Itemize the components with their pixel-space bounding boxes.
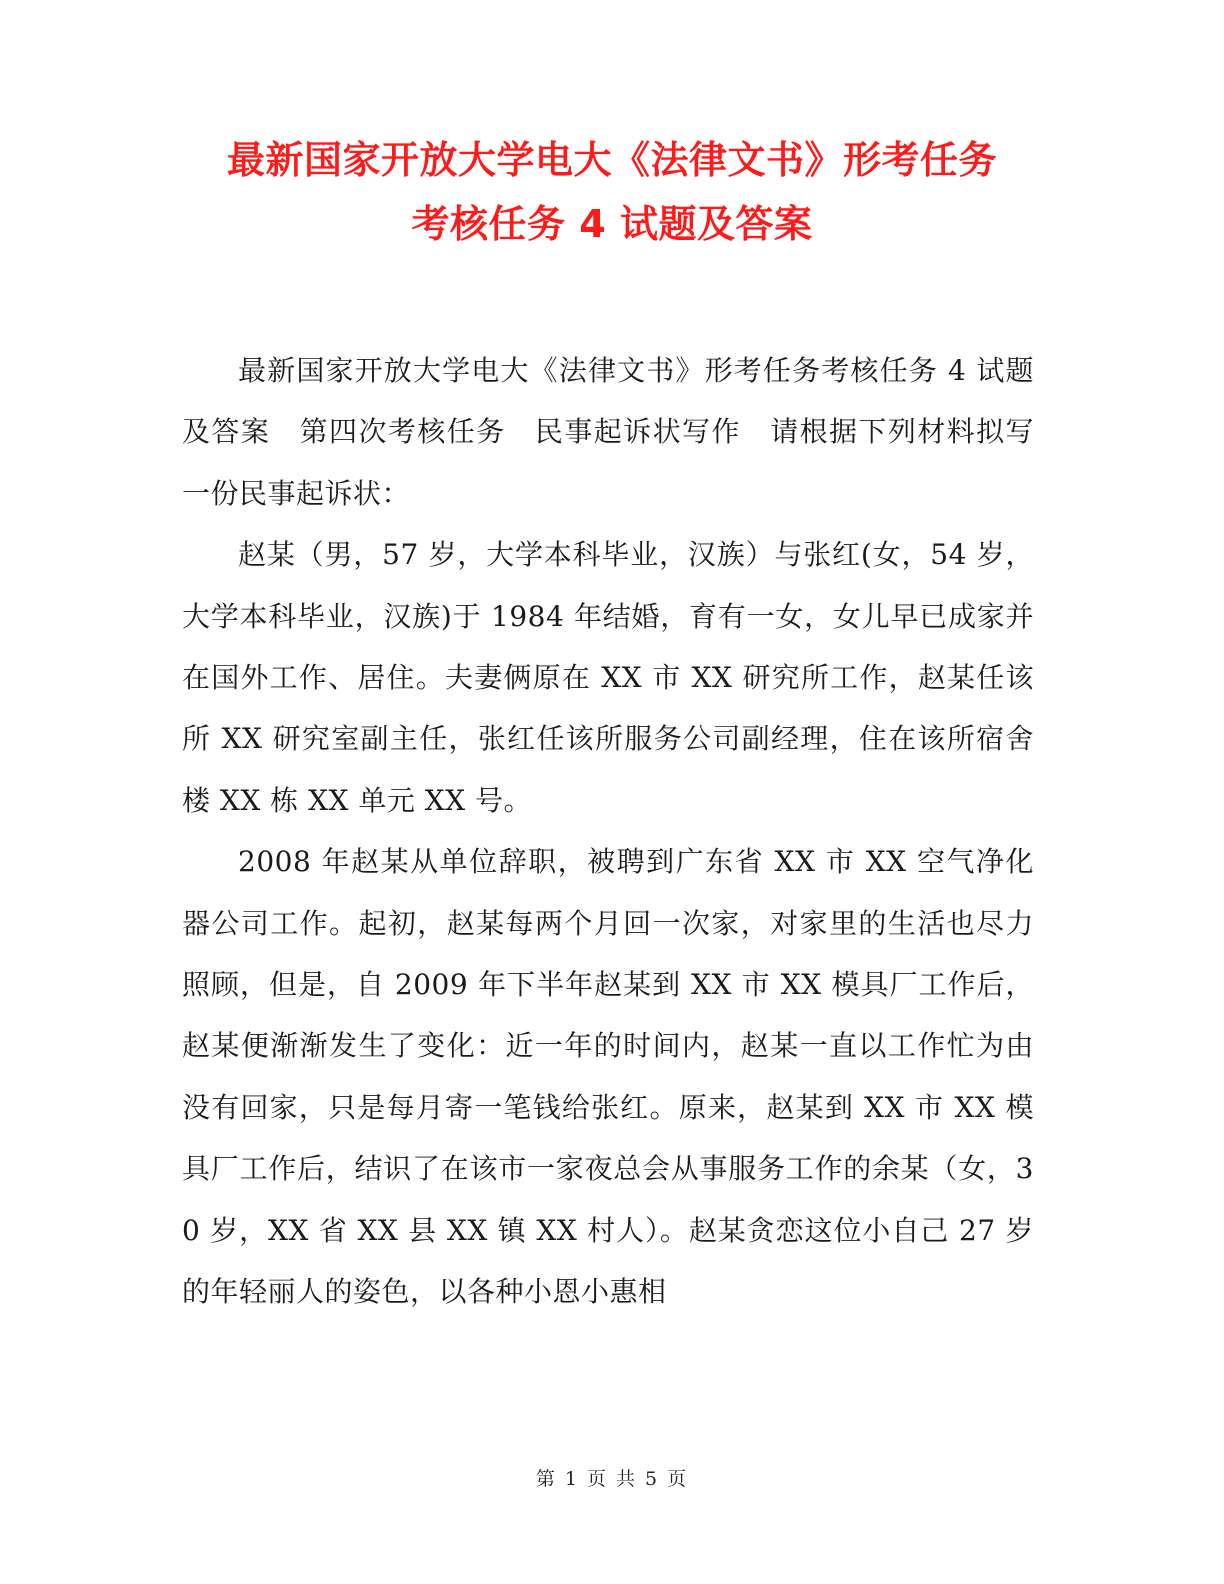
- paragraph-background: 赵某（男，57 岁，大学本科毕业，汉族）与张红(女，54 岁，大学本科毕业，汉族)于 1984 年结婚，育有一女，女儿早已成家并在国外工作、居住。夫妻俩原在 XX 市 XX 研究所工作，赵某任该所 XX 研究室副主任，张红任该所服务公司副经理，住在该所宿舍楼 XX 栋 XX 单元 XX 号。: [182, 538, 1034, 817]
- document-title: [150, 128, 1074, 256]
- title-line-1: 最新国家开放大学电大《法律文书》形考任务: [226, 138, 997, 182]
- paragraph-events: 2008 年赵某从单位辞职，被聘到广东省 XX 市 XX 空气净化器公司工作。起初，赵某每两个月回一次家，对家里的生活也尽力照顾，但是，自 2009 年下半年赵某到 XX 市 XX 模具厂工作后，赵某便渐渐发生了变化：近一年的时间内，赵某一直以工作忙为由没有回家，只是每月寄一笔钱给张红。原来，赵某到 XX 市 XX 模具厂工作后，结识了在该市一家夜总会从事服务工作的余某（女，30 岁，XX 省 XX 县 XX 镇 XX 村人）。赵某贪恋这位小自己 27 岁的年轻丽人的姿色，以各种小恩小惠相: [182, 845, 1034, 1309]
- document-body: [182, 340, 1034, 1323]
- title-line-2: 考核任务 4 试题及答案: [411, 202, 813, 246]
- page-footer: 第 1 页 共 5 页: [535, 1468, 689, 1490]
- paragraph-intro: 最新国家开放大学电大《法律文书》形考任务考核任务 4 试题及答案 第四次考核任务 民事起诉状写作 请根据下列材料拟写一份民事起诉状：: [182, 354, 1034, 510]
